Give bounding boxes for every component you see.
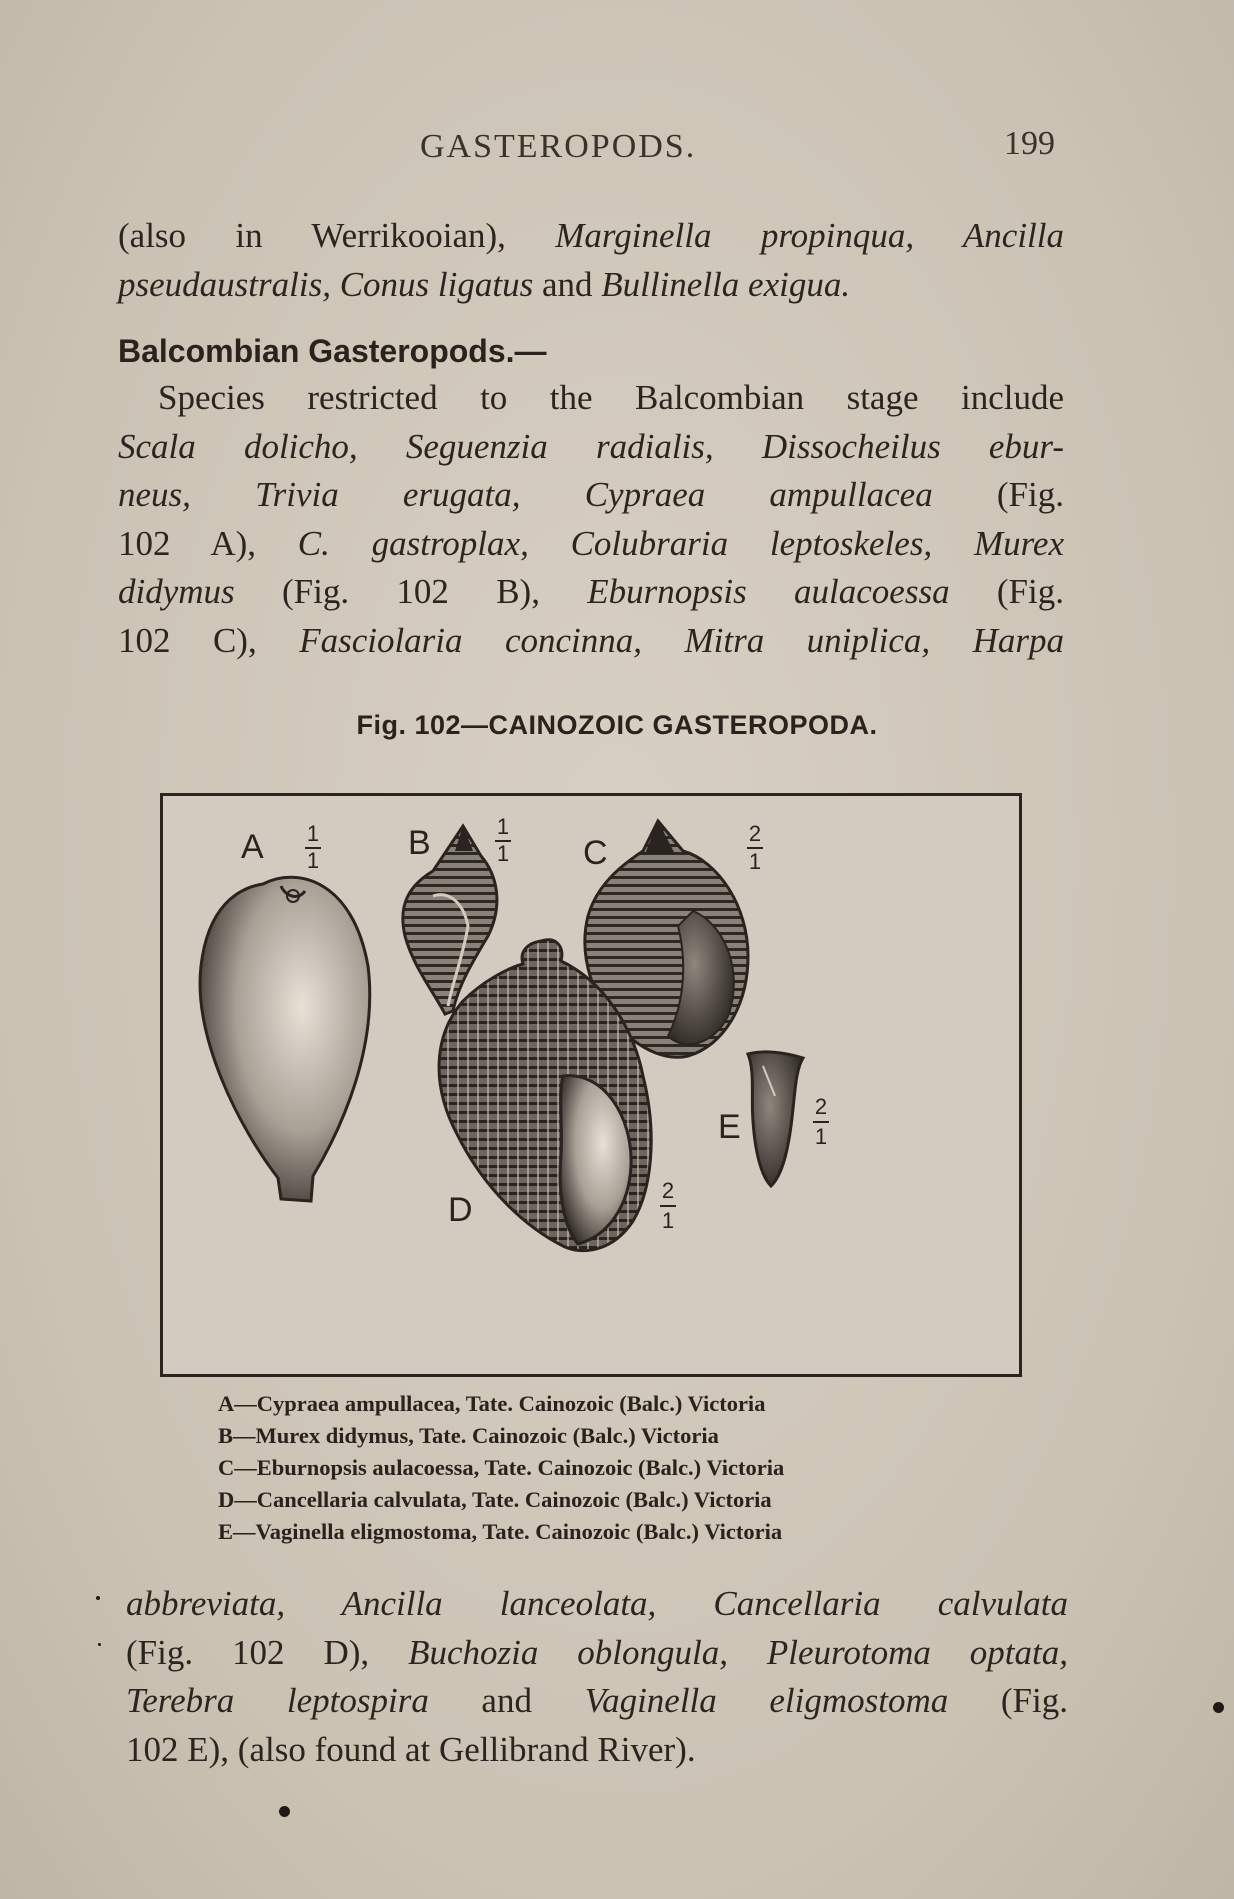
paragraph-intro [118,212,1064,309]
shell-e-illustration [748,1052,803,1186]
running-head: GASTEROPODS. [420,128,697,165]
paragraph-continued [126,1580,1068,1774]
label-d: D [448,1191,473,1229]
scale-denominator: 1 [306,848,320,873]
scale-b [495,814,511,866]
text-line: abbreviata, Ancilla lanceolata, Cancellaria calvulata [126,1584,1068,1623]
caption-line: C—Eburnopsis aulacoessa, Tate. Cainozoic (Balc.) Victoria [218,1455,785,1480]
label-a: A [241,828,264,866]
text-line: 102 A), C. gastroplax, Colubraria leptoskeles, Murex [118,523,1064,563]
text-line: 102 C), Fasciolaria concinna, Mitra uniplica, Harpa [118,620,1065,660]
caption-line: B—Murex didymus, Tate. Cainozoic (Balc.) Victoria [218,1423,719,1448]
scale-denominator: 1 [496,841,510,866]
figure-illustration [160,793,1022,1377]
text-line: (Fig. 102 D), Buchozia oblongula, Pleurotoma optata, [126,1632,1068,1672]
scale-d [660,1178,676,1233]
text-line: 102 E), (also found at Gellibrand River). [126,1729,696,1769]
scale-numerator: 2 [661,1178,675,1203]
scale-denominator: 1 [814,1124,828,1149]
ink-speck [98,1643,101,1646]
scale-numerator: 2 [748,821,762,846]
ink-speck [279,1806,290,1817]
figure-caption-list [218,1388,784,1548]
label-b: B [408,824,431,862]
scale-denominator: 1 [661,1208,675,1233]
page-number: 199 [1004,125,1055,162]
caption-line: A—Cypraea ampullacea, Tate. Cainozoic (Balc.) Victoria [218,1391,766,1416]
label-e: E [718,1108,741,1146]
scale-a [305,821,321,873]
text-line: Species restricted to the Balcombian stage include [158,378,1064,417]
scale-e [813,1094,829,1149]
caption-line: E—Vaginella eligmostoma, Tate. Cainozoic (Balc.) Victoria [218,1519,783,1544]
scale-denominator: 1 [748,849,762,874]
text-line: Terebra leptospira and Vaginella eligmostoma (Fig. [126,1681,1068,1720]
text-line: neus, Trivia erugata, Cypraea ampullacea (Fig. [118,475,1064,514]
text-line: (also in Werrikooian), Marginella propinqua, Ancilla [118,216,1065,255]
shell-a-illustration [200,877,370,1201]
ink-speck [1213,1702,1224,1713]
ink-speck [96,1596,100,1600]
scale-c [747,821,763,874]
text-line: Scala dolicho, Seguenzia radialis, Dissocheilus ebur- [118,426,1064,466]
text-line: pseudaustralis, Conus ligatus and Bullinella exigua. [118,264,851,304]
scale-numerator: 1 [306,821,320,846]
scale-numerator: 1 [496,814,510,839]
section-heading: Balcombian Gasteropods.— [118,333,547,369]
label-c: C [583,834,608,872]
scale-numerator: 2 [814,1094,828,1119]
paragraph-balcombian [118,374,1064,665]
caption-line: D—Cancellaria calvulata, Tate. Cainozoic (Balc.) Victoria [218,1487,772,1512]
figure-title: Fig. 102—CAINOZOIC GASTEROPODA. [356,710,878,740]
text-line: didymus (Fig. 102 B), Eburnopsis aulacoessa (Fig. [118,572,1064,611]
